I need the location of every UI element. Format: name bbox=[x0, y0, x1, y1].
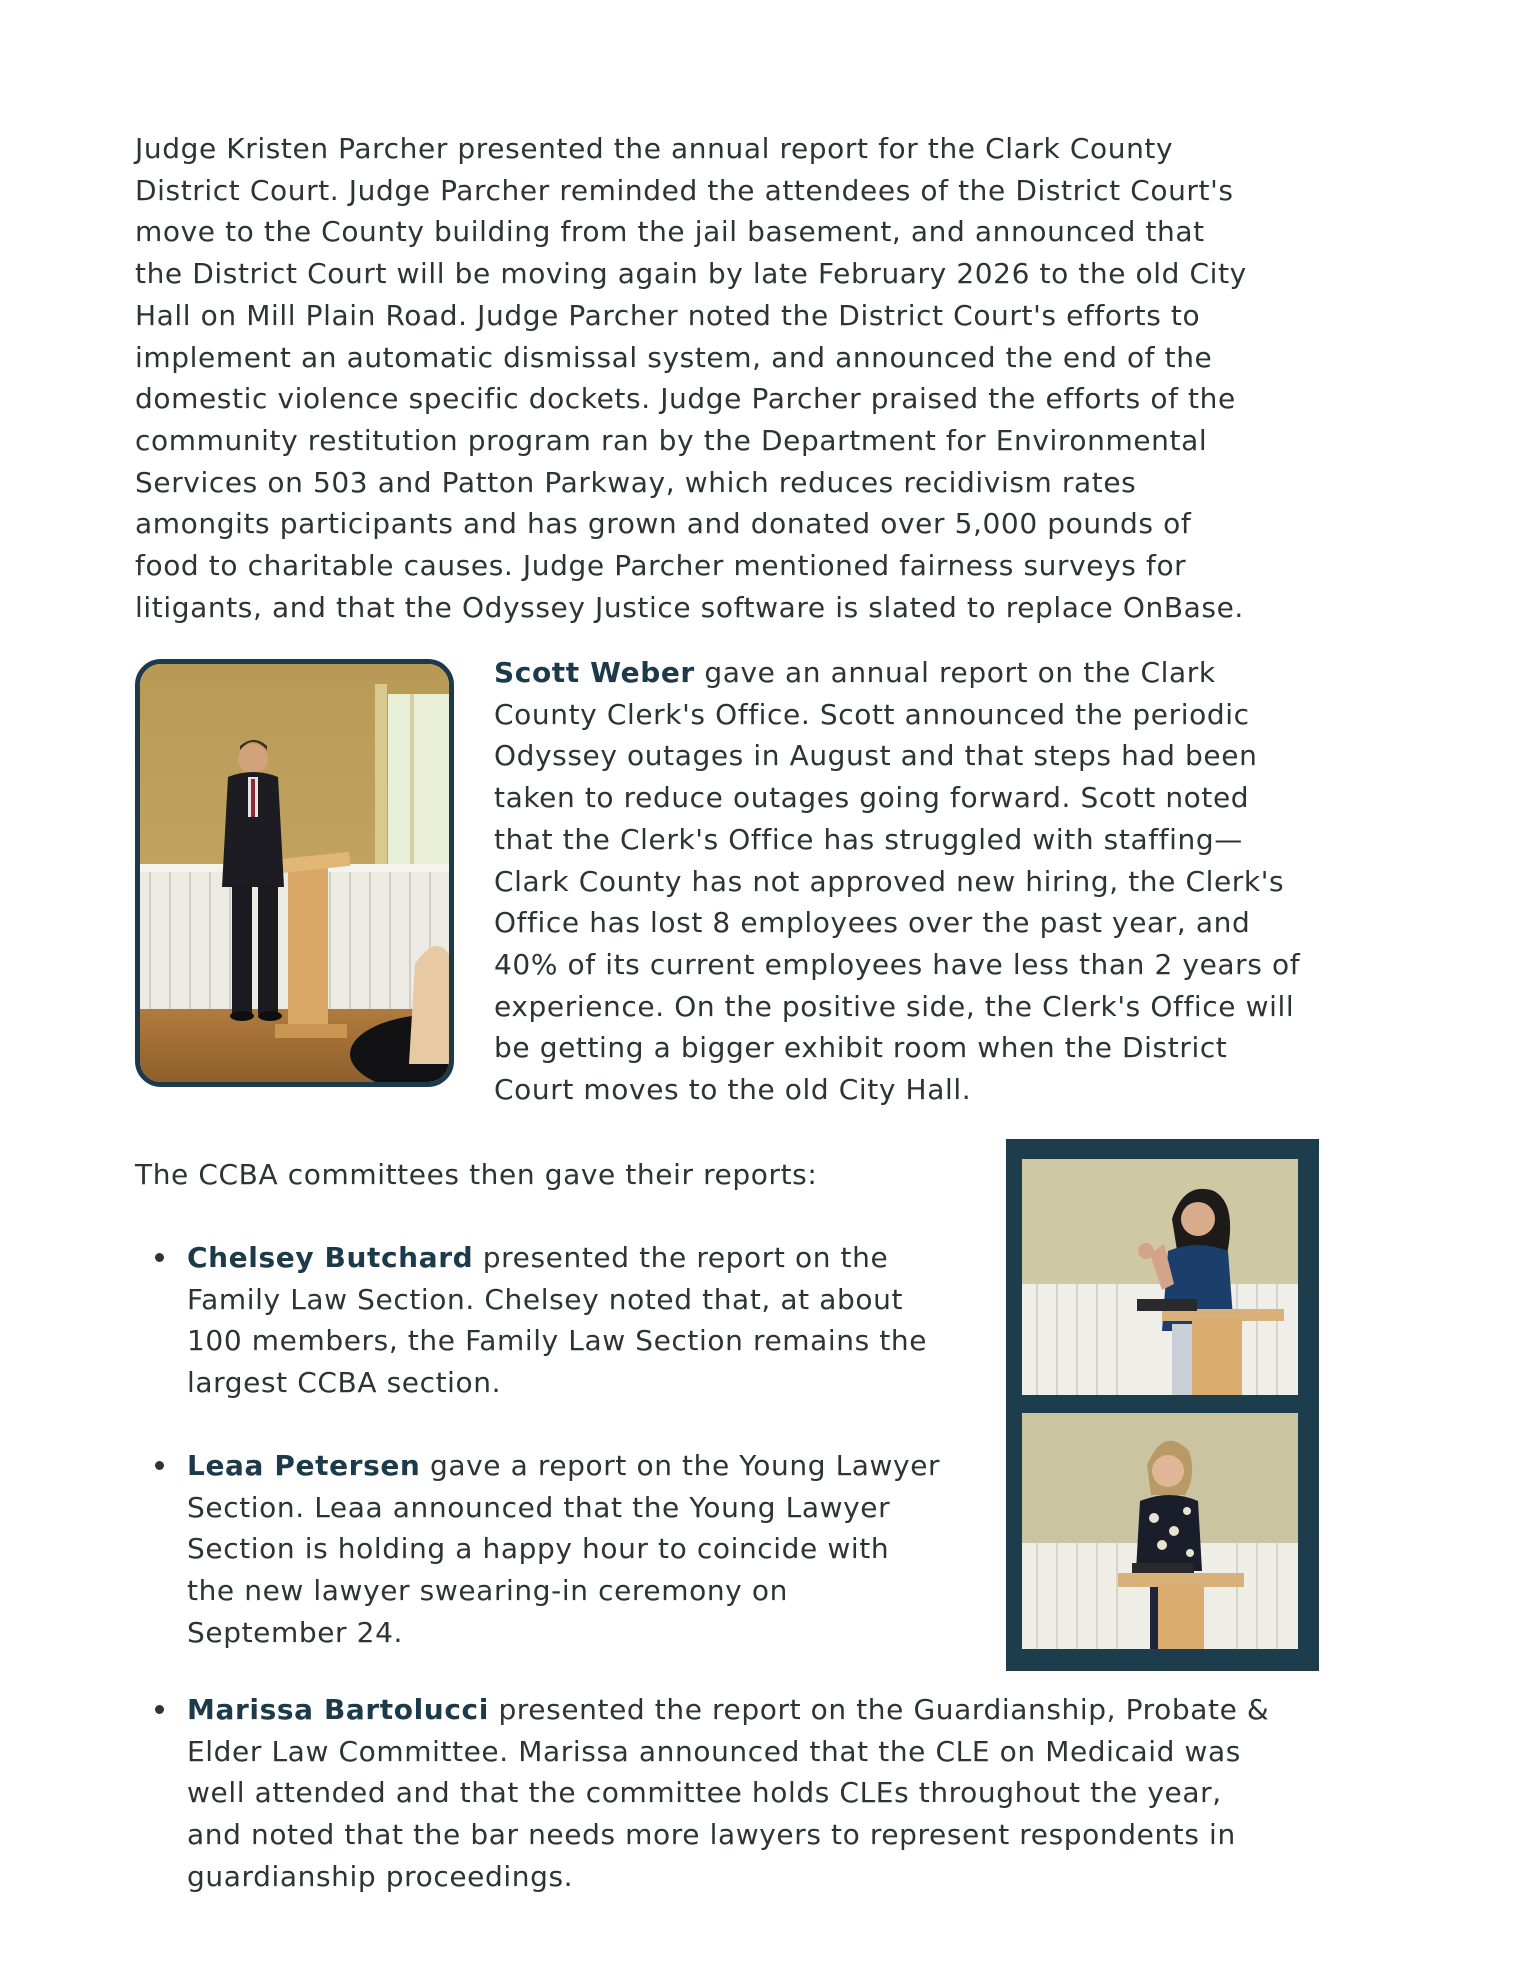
text-line: the new lawyer swearing-in ceremony on bbox=[187, 1574, 788, 1608]
list-item-body bbox=[187, 1237, 927, 1404]
bullet-icon bbox=[155, 1253, 164, 1262]
text-line: District Court. Judge Parcher reminded the attendees of the District Court's bbox=[135, 173, 1234, 207]
committee-speakers-collage bbox=[1006, 1139, 1319, 1671]
text-line: 40% of its current employees have less than 2 years of bbox=[494, 947, 1301, 981]
text-line-rest: gave an annual report on the Clark bbox=[694, 656, 1216, 689]
text-line: litigants, and that the Odyssey Justice software is slated to replace OnBase. bbox=[135, 590, 1244, 624]
text-line: experience. On the positive side, the Clerk's Office will bbox=[494, 989, 1295, 1023]
text-line: implement an automatic dismissal system, and announced the end of the bbox=[135, 340, 1213, 374]
text-line: September 24. bbox=[187, 1615, 403, 1649]
text-line-rest: gave a report on the Young Lawyer bbox=[420, 1449, 941, 1482]
text-line: Hall on Mill Plain Road. Judge Parcher noted the District Court's efforts to bbox=[135, 298, 1201, 332]
text-line: the District Court will be moving again by late February 2026 to the old City bbox=[135, 257, 1247, 291]
text-line: Section is holding a happy hour to coincide with bbox=[187, 1532, 890, 1566]
text-line: guardianship proceedings. bbox=[187, 1859, 574, 1893]
text-line: Judge Kristen Parcher presented the annual report for the Clark County bbox=[135, 132, 1174, 165]
text-line: Family Law Section. Chelsey noted that, at about bbox=[187, 1282, 904, 1316]
text-line: largest CCBA section. bbox=[187, 1366, 502, 1400]
text-line: 100 members, the Family Law Section remains the bbox=[187, 1324, 928, 1358]
text-line: Clark County has not approved new hiring, the Clerk's bbox=[494, 864, 1285, 898]
text-line: community restitution program ran by the Department for Environmental bbox=[135, 423, 1208, 457]
text-line bbox=[187, 1445, 940, 1487]
text-line: domestic violence specific dockets. Judge Parcher praised the efforts of the bbox=[135, 382, 1236, 416]
text-line-rest: presented the report on the Guardianship, Probate & bbox=[488, 1693, 1270, 1726]
text-line bbox=[494, 652, 1374, 694]
text-line: Court moves to the old City Hall. bbox=[494, 1073, 972, 1107]
text-line: move to the County building from the jail basement, and announced that bbox=[135, 215, 1205, 249]
list-item-body bbox=[187, 1445, 940, 1654]
speaker-name: Marissa Bartolucci bbox=[187, 1693, 489, 1726]
chelsey-butchard-photo bbox=[1022, 1159, 1298, 1395]
speaker-at-podium-illustration bbox=[140, 664, 449, 1082]
text-line: Elder Law Committee. Marissa announced that the CLE on Medicaid was bbox=[187, 1734, 1241, 1768]
text-line: Office has lost 8 employees over the past year, and bbox=[494, 906, 1251, 940]
text-line bbox=[187, 1689, 1269, 1731]
text-line: well attended and that the committee holds CLEs throughout the year, bbox=[187, 1776, 1222, 1810]
speaker-name: Scott Weber bbox=[494, 656, 695, 689]
text-line: and noted that the bar needs more lawyers to represent respondents in bbox=[187, 1818, 1236, 1852]
text-line: that the Clerk's Office has struggled with staffing— bbox=[494, 822, 1243, 856]
speaker-photo-illustration bbox=[1022, 1413, 1298, 1649]
text-line: County Clerk's Office. Scott announced the periodic bbox=[494, 697, 1250, 731]
text-line: food to charitable causes. Judge Parcher mentioned fairness surveys for bbox=[135, 549, 1187, 583]
bullet-icon bbox=[155, 1461, 164, 1470]
text-line: Services on 503 and Patton Parkway, which reduces recidivism rates bbox=[135, 465, 1137, 499]
list-item-body bbox=[187, 1689, 1269, 1898]
text-line: Odyssey outages in August and that steps had been bbox=[494, 739, 1258, 773]
district-court-report-paragraph bbox=[135, 128, 1365, 628]
committees-intro: The CCBA committees then gave their reports: bbox=[135, 1158, 818, 1191]
text-line bbox=[187, 1237, 927, 1279]
scott-weber-photo bbox=[135, 659, 454, 1087]
text-line: amongits participants and has grown and donated over 5,000 pounds of bbox=[135, 507, 1192, 541]
bullet-icon bbox=[155, 1705, 164, 1714]
speaker-photo-illustration bbox=[1022, 1159, 1298, 1395]
speaker-name: Chelsey Butchard bbox=[187, 1241, 474, 1274]
text-line: taken to reduce outages going forward. Scott noted bbox=[494, 781, 1250, 815]
clerk-office-report-paragraph bbox=[494, 652, 1374, 1111]
text-line: be getting a bigger exhibit room when the District bbox=[494, 1031, 1228, 1065]
text-line-rest: presented the report on the bbox=[473, 1241, 889, 1274]
leaa-petersen-photo bbox=[1022, 1413, 1298, 1649]
speaker-name: Leaa Petersen bbox=[187, 1449, 421, 1482]
text-line: Section. Leaa announced that the Young Lawyer bbox=[187, 1490, 891, 1524]
